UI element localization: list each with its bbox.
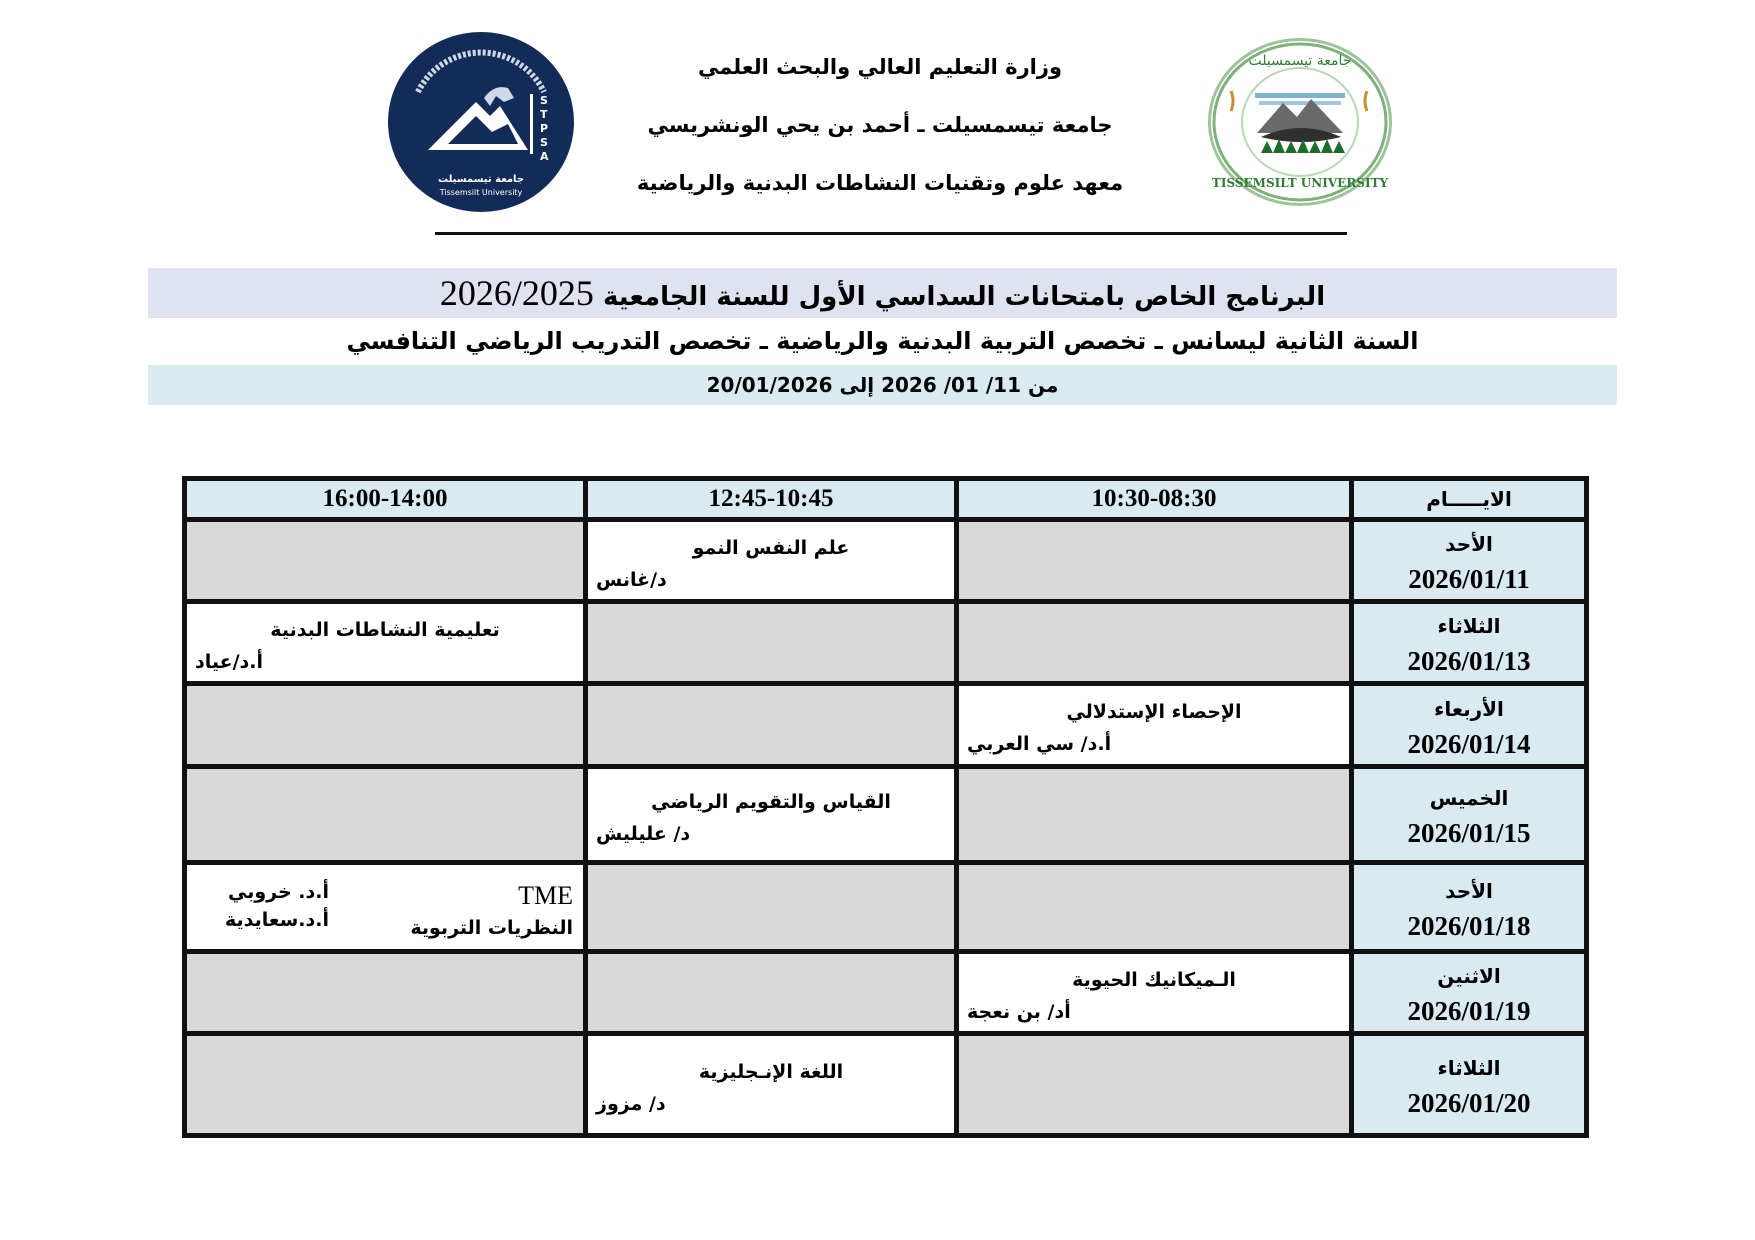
professor-name: أ.د.سعايدية (225, 909, 330, 931)
course-name: علم النفس النمو (692, 536, 850, 559)
exam-schedule-table (182, 476, 1589, 1138)
schedule-title-text: البرنامج الخاص بامتحانات السداسي الأول للسنة الجامعية (602, 282, 1326, 312)
exam-cell-slot2 (586, 602, 957, 684)
exam-cell-slot1 (957, 684, 1352, 767)
svg-text:TISSEMSILT UNIVERSITY: TISSEMSILT UNIVERSITY (1211, 176, 1389, 190)
svg-text:جامعة تيسمسيلت: جامعة تيسمسيلت (1248, 53, 1352, 69)
exam-cell-slot1 (957, 863, 1352, 952)
professor-name: أ.د/ سي العربي (967, 733, 1112, 755)
svg-text:P: P (540, 122, 549, 135)
exam-cell-slot2 (586, 767, 957, 863)
academic-year: 2026/2025 (439, 273, 594, 313)
day-cell (1352, 952, 1587, 1034)
university-name: جامعة تيسمسيلت ـ أحمد بن يحي الونشريسي (647, 113, 1113, 137)
professor-name: أ.د/عياد (195, 650, 264, 673)
day-name: الأربعاء (1434, 696, 1504, 721)
exam-date: 2026/01/13 (1407, 646, 1531, 676)
svg-text:Tissemsilt University: Tissemsilt University (439, 188, 523, 197)
header-divider (435, 232, 1347, 235)
table-row (185, 863, 1587, 952)
exam-cell-slot3 (185, 952, 586, 1034)
program-subtitle: السنة الثانية ليسانس ـ تخصص التربية البدنية والرياضية ـ تخصص التدريب الرياضي التنافسي (346, 327, 1419, 355)
header-slot-3: 16:00-14:00 (185, 479, 586, 520)
course-name: النظريات التربوية (410, 917, 573, 939)
institute-logo (388, 32, 574, 212)
svg-text:S: S (540, 136, 548, 149)
course-name: القياس والتقويم الرياضي (651, 790, 891, 813)
header-slot-2: 12:45-10:45 (586, 479, 957, 520)
exam-cell-slot1 (957, 520, 1352, 602)
day-cell (1352, 863, 1587, 952)
institute-logo-graphic (388, 32, 574, 212)
svg-text:T: T (540, 108, 548, 121)
course-name: TME (518, 881, 573, 910)
exam-cell-slot3 (185, 863, 586, 952)
exam-cell-slot3 (185, 520, 586, 602)
svg-text:A: A (540, 150, 549, 163)
exam-date: 2026/01/18 (1407, 910, 1531, 941)
exam-cell-slot3 (185, 684, 586, 767)
exam-date: 2026/01/11 (1408, 564, 1530, 594)
exam-cell-slot1 (957, 1034, 1352, 1136)
date-range: من 11/ 01/ 2026 إلى 20/01/2026 (148, 365, 1617, 405)
course-name: الإحصاء الإستدلالي (1066, 701, 1242, 723)
university-logo (1208, 38, 1392, 206)
professor-name: د/غانس (596, 568, 667, 591)
day-name: الثلاثاء (1437, 1056, 1501, 1080)
header-slot-1: 10:30-08:30 (957, 479, 1352, 520)
header-days: الايـــــام (1352, 479, 1587, 520)
day-cell (1352, 520, 1587, 602)
professor-name: د/ مزوز (596, 1092, 666, 1115)
table-header-row (185, 479, 1587, 520)
exam-cell-slot1 (957, 767, 1352, 863)
exam-date: 2026/01/19 (1407, 996, 1531, 1026)
course-name: الـميكانيك الحيوية (1072, 968, 1236, 991)
day-name: الأحد (1445, 878, 1493, 903)
exam-cell-slot3 (185, 767, 586, 863)
exam-cell-slot1 (957, 952, 1352, 1034)
table-row (185, 602, 1587, 684)
day-name: الأحد (1445, 532, 1493, 556)
professor-name: أد/ بن نعجة (967, 1000, 1071, 1023)
exam-cell-slot2 (586, 684, 957, 767)
day-name: الخميس (1429, 786, 1509, 810)
university-logo-graphic (1211, 41, 1389, 203)
exam-cell-slot2 (586, 1034, 957, 1136)
ministry-name: وزارة التعليم العالي والبحث العلمي (697, 55, 1063, 79)
day-cell (1352, 1034, 1587, 1136)
exam-cell-slot2 (586, 952, 957, 1034)
course-name: اللغة الإنـجليزية (698, 1060, 844, 1083)
exam-date: 2026/01/14 (1407, 728, 1531, 759)
exam-cell-slot2 (586, 863, 957, 952)
svg-text:جامعة تيسمسيلت: جامعة تيسمسيلت (438, 174, 524, 185)
svg-text:S: S (540, 94, 548, 107)
professor-name: د/ عليليش (596, 822, 691, 845)
schedule-title (148, 268, 1617, 318)
exam-date: 2026/01/20 (1407, 1088, 1531, 1118)
professor-name: أ.د. خروبي (228, 881, 330, 903)
table-row (185, 684, 1587, 767)
table-body (185, 520, 1587, 1136)
day-cell (1352, 602, 1587, 684)
institute-name: معهد علوم وتقنيات النشاطات البدنية والرياضية (636, 171, 1124, 195)
table-row (185, 952, 1587, 1034)
exam-cell-slot3 (185, 1034, 586, 1136)
table-row (185, 520, 1587, 602)
day-name: الاثنين (1437, 964, 1501, 988)
day-cell (1352, 684, 1587, 767)
institution-header (600, 38, 1160, 212)
day-cell (1352, 767, 1587, 863)
exam-cell-slot3 (185, 602, 586, 684)
course-name: تعليمية النشاطات البدنية (270, 618, 500, 641)
table-row (185, 1034, 1587, 1136)
table-row (185, 767, 1587, 863)
exam-cell-slot2 (586, 520, 957, 602)
day-name: الثلاثاء (1437, 614, 1501, 638)
exam-date: 2026/01/15 (1407, 818, 1531, 848)
exam-cell-slot1 (957, 602, 1352, 684)
